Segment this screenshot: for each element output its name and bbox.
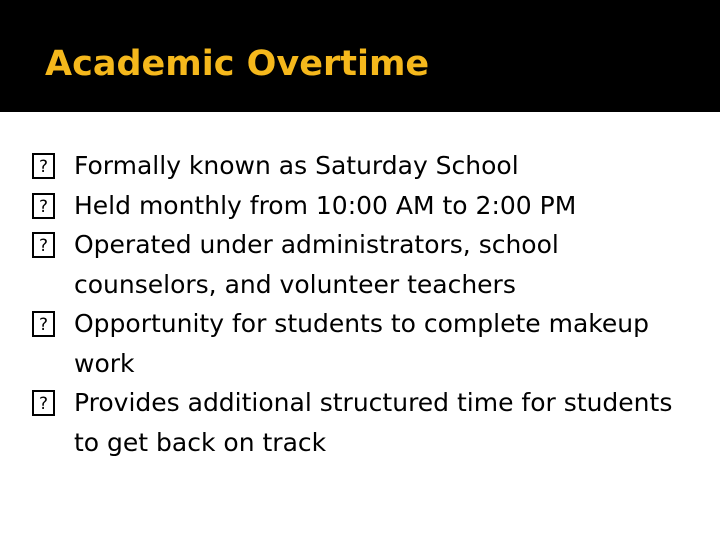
missing-glyph-icon [30, 152, 58, 180]
bullet-text: Operated under administrators, school counselors, and volunteer teachers [74, 230, 559, 299]
svg-text:?: ? [38, 196, 49, 217]
slide-title: Academic Overtime [45, 44, 430, 84]
svg-text:?: ? [38, 315, 49, 335]
bullet-item [30, 225, 690, 304]
bullet-item [30, 383, 690, 462]
bullet-text: Provides additional structured time for students to get back on track [74, 388, 673, 457]
svg-text:?: ? [38, 236, 49, 256]
bullet-text: Formally known as Saturday School [74, 151, 519, 180]
bullet-text: Opportunity for students to complete makeup work [74, 309, 649, 378]
missing-glyph-icon [30, 389, 58, 417]
svg-text:?: ? [38, 157, 49, 177]
svg-text:?: ? [38, 394, 49, 414]
missing-glyph-icon [30, 231, 58, 259]
bullet-item [30, 146, 690, 186]
bullet-item [30, 304, 690, 383]
missing-glyph-icon [30, 192, 58, 220]
bullet-list [30, 146, 690, 462]
missing-glyph-icon [30, 310, 58, 338]
title-bar [0, 0, 720, 112]
bullet-text: Held monthly from 10:00 AM to 2:00 PM [74, 190, 577, 220]
bullet-item [30, 186, 690, 226]
